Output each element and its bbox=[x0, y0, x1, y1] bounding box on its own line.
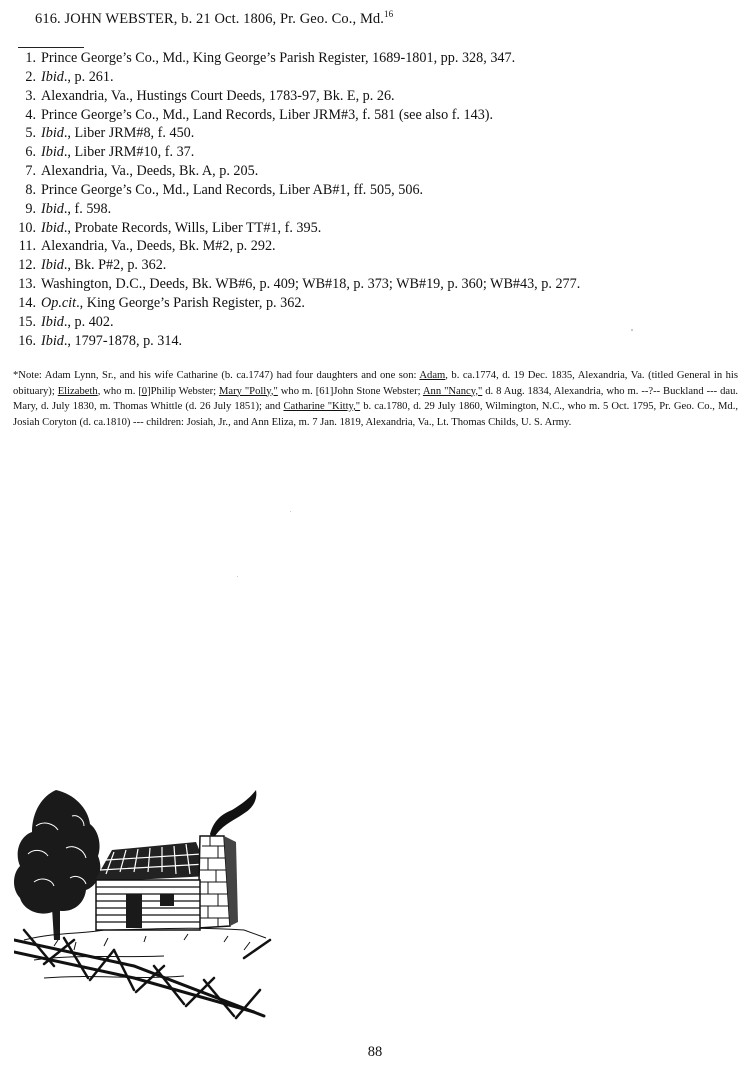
endnote-item bbox=[18, 313, 580, 332]
endnote-text: ., p. 261. bbox=[63, 68, 114, 85]
endnote-ibid: Ibid bbox=[41, 68, 64, 85]
endnote-ibid: Ibid bbox=[41, 332, 64, 349]
heading-text: 616. JOHN WEBSTER, b. 21 Oct. 1806, Pr. Geo. Co., Md. bbox=[35, 11, 385, 27]
endnote-number: 3. bbox=[25, 87, 36, 104]
endnote-text: Alexandria, Va., Deeds, Bk. M#2, p. 292. bbox=[41, 238, 276, 255]
endnote-text: ., p. 402. bbox=[63, 313, 114, 330]
endnote-number: 2. bbox=[25, 68, 36, 85]
endnote-text: Alexandria, Va., Hustings Court Deeds, 1783-97, Bk. E, p. 26. bbox=[41, 87, 395, 104]
split-rail-fence bbox=[14, 930, 270, 1018]
footnote-text: d. 8 Aug. 1834, Alexandria, who m. --?-- Buckland --- dau. Mary, d. July 1830, m. Thomas Whittle (d. 26 July 1851); and bbox=[13, 385, 739, 412]
endnote-ibid: Ibid bbox=[41, 257, 64, 274]
scan-speck bbox=[631, 329, 633, 331]
footnote-name: Mary "Polly," bbox=[218, 385, 278, 397]
endnote-item bbox=[18, 200, 580, 219]
endnote-item bbox=[18, 106, 580, 125]
footnote-text: who m. [61]John Stone Webster; bbox=[277, 385, 423, 397]
endnote-ibid: Ibid bbox=[41, 313, 64, 330]
cabin-roof bbox=[94, 842, 210, 882]
endnote-text: Alexandria, Va., Deeds, Bk. A, p. 205. bbox=[41, 163, 259, 180]
cabin-window bbox=[160, 894, 174, 906]
endnote-item bbox=[18, 256, 580, 275]
endnote-text: ., King George’s Parish Register, p. 362. bbox=[76, 294, 305, 311]
endnote-number: 16. bbox=[18, 332, 36, 349]
endnote-number: 13. bbox=[18, 276, 36, 293]
endnote-number: 11. bbox=[18, 238, 36, 255]
endnote-item bbox=[18, 219, 580, 238]
scan-speck bbox=[290, 511, 291, 512]
footnote-name: Catharine "Kitty," bbox=[283, 401, 361, 412]
endnote-number: 1. bbox=[25, 50, 36, 66]
endnote-ibid: Ibid bbox=[41, 200, 64, 217]
endnote-item bbox=[18, 143, 580, 162]
stone-chimney bbox=[198, 836, 238, 928]
footnote-text: *Note: Adam Lynn, Sr., and his wife Catharine (b. ca.1747) had four daughters and one son: bbox=[13, 370, 420, 381]
endnote-text: ., Liber JRM#10, f. 37. bbox=[63, 144, 195, 161]
footnote-name: Ann "Nancy," bbox=[422, 385, 483, 397]
endnote-ibid: Ibid bbox=[41, 144, 64, 161]
endnote-text: Prince George’s Co., Md., Land Records, Liber AB#1, ff. 505, 506. bbox=[41, 181, 424, 198]
endnote-number: 8. bbox=[25, 181, 36, 198]
endnote-text: Prince George’s Co., Md., Land Records, Liber JRM#3, f. 581 (see also f. 143). bbox=[41, 106, 494, 123]
endnote-item bbox=[18, 181, 580, 200]
endnote-item bbox=[18, 275, 580, 294]
endnote-item bbox=[18, 237, 580, 256]
endnote-number: 7. bbox=[25, 163, 36, 180]
endnote-ibid: Op.cit bbox=[41, 294, 77, 311]
footnote-text: , who m. bbox=[97, 385, 139, 397]
grass-tufts bbox=[54, 934, 250, 950]
footnote-name: Elizabeth bbox=[57, 385, 98, 397]
endnote-item bbox=[18, 162, 580, 181]
endnote-ibid: Ibid bbox=[41, 219, 64, 236]
heading-footnote-ref: 16 bbox=[384, 9, 394, 20]
chimney-smoke-icon bbox=[210, 790, 256, 840]
endnote-text: Washington, D.C., Deeds, Bk. WB#6, p. 409; WB#18, p. 373; WB#19, p. 360; WB#43, p. 277. bbox=[41, 276, 581, 293]
footnote-name: Adam bbox=[419, 370, 446, 381]
endnote-item bbox=[18, 294, 580, 313]
endnote-number: 6. bbox=[25, 144, 36, 161]
footnote-name: [0] bbox=[138, 385, 151, 397]
endnote-number: 15. bbox=[18, 313, 36, 330]
endnote-text: ., Liber JRM#8, f. 450. bbox=[63, 125, 195, 142]
endnote-number: 10. bbox=[18, 219, 36, 236]
endnote-number: 5. bbox=[25, 125, 36, 142]
cabin-door bbox=[126, 894, 142, 928]
footnote-text: , b. ca.1774, d. 19 Dec. 1835, Alexandria, Va. (titled General in his obituary); bbox=[13, 370, 738, 397]
family-note bbox=[13, 368, 738, 430]
footnote-text: b. ca.1780, d. 29 July 1860, Wilmington, N.C., who m. 5 Oct. 1795, Pr. Geo. Co., Md., Josiah Coryton (d. ca.1810) --- children: Josiah, Jr., and Ann Eliza, m. 7 Jan. 1819, Alexandria, Va., Lt. Thomas Childs, U. S. Army. bbox=[13, 401, 739, 428]
page-heading bbox=[35, 11, 393, 28]
endnote-text: ., f. 598. bbox=[63, 200, 112, 217]
endnote-text: Prince George’s Co., Md., King George’s Parish Register, 1689-1801, pp. 328, 347. bbox=[41, 50, 516, 66]
endnote-item bbox=[18, 68, 580, 87]
footnote-divider bbox=[18, 47, 84, 48]
endnote-item bbox=[18, 124, 580, 143]
endnote-number: 14. bbox=[18, 294, 36, 311]
log-cabin-walls bbox=[96, 880, 200, 930]
page-number: 88 bbox=[367, 1044, 383, 1060]
endnote-text: ., 1797-1878, p. 314. bbox=[63, 332, 183, 349]
endnote-number: 12. bbox=[18, 257, 36, 274]
log-cabin-illustration bbox=[14, 790, 272, 1020]
endnote-item bbox=[18, 332, 580, 351]
endnote-item bbox=[18, 49, 580, 68]
endnote-item bbox=[18, 87, 580, 106]
endnote-text: ., Bk. P#2, p. 362. bbox=[63, 257, 167, 274]
scan-speck bbox=[237, 576, 238, 577]
endnotes-list bbox=[18, 49, 580, 351]
endnote-text: ., Probate Records, Wills, Liber TT#1, f. 395. bbox=[63, 219, 322, 236]
endnote-number: 9. bbox=[25, 200, 36, 217]
footnote-text: Philip Webster; bbox=[150, 385, 219, 397]
endnote-ibid: Ibid bbox=[41, 125, 64, 142]
endnote-number: 4. bbox=[25, 106, 36, 123]
tree-icon bbox=[14, 790, 100, 940]
